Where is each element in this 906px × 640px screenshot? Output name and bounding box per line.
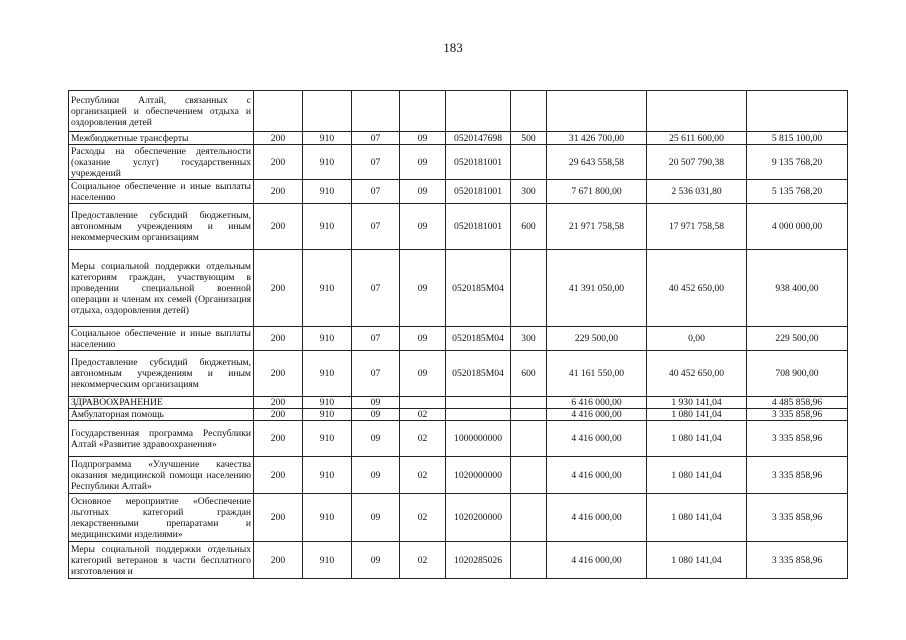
row-code-section: 09 [352,494,400,542]
row-code-subsection: 02 [400,457,446,494]
table-row [69,132,848,145]
table-row [69,409,848,421]
table-row [69,421,848,457]
row-amount-1: 229 500,00 [547,327,647,351]
row-code-section: 07 [352,145,400,180]
row-code-target: 1020285026 [446,542,511,579]
row-amount-1: 4 416 000,00 [547,421,647,457]
row-code-target: 0520181001 [446,204,511,250]
row-code-admin: 200 [254,180,303,204]
row-code-ministry: 910 [303,409,352,421]
row-code-type [511,457,547,494]
table-row [69,145,848,180]
row-code-section: 07 [352,327,400,351]
row-amount-3: 4 485 858,96 [747,397,848,409]
table-row [69,91,848,132]
row-amount-2: 1 080 141,04 [647,421,747,457]
row-code-target: 0520181001 [446,145,511,180]
row-code-target [446,397,511,409]
row-code-ministry: 910 [303,204,352,250]
row-code-subsection: 09 [400,204,446,250]
table-row [69,457,848,494]
row-code-admin [254,91,303,132]
row-amount-1: 4 416 000,00 [547,457,647,494]
row-code-section: 07 [352,204,400,250]
row-code-ministry: 910 [303,180,352,204]
row-code-subsection: 09 [400,250,446,327]
budget-table [68,90,848,579]
row-name: Меры социальной поддержки отдельным категориям граждан, участвующим в проведении специальной военной операции и членам их семей (Организация отдыха, оздоровления детей) [69,250,254,327]
row-name: Предоставление субсидий бюджетным, автономным учреждениям и иным некоммерческим организациям [69,204,254,250]
row-code-target: 1000000000 [446,421,511,457]
row-amount-1: 29 643 558,58 [547,145,647,180]
row-code-target: 1020000000 [446,457,511,494]
row-amount-3: 9 135 768,20 [747,145,848,180]
row-code-section: 09 [352,542,400,579]
row-name: Социальное обеспечение и иные выплаты населению [69,180,254,204]
row-name: Подпрограмма «Улучшение качества оказания медицинской помощи населению Республики Алтай» [69,457,254,494]
row-code-target [446,409,511,421]
row-code-section: 07 [352,351,400,397]
row-code-ministry: 910 [303,351,352,397]
row-name: Меры социальной поддержки отдельных категорий ветеранов в части бесплатного изготовления и [69,542,254,579]
row-amount-1: 4 416 000,00 [547,542,647,579]
table-row [69,204,848,250]
row-code-type: 300 [511,180,547,204]
row-code-section: 09 [352,397,400,409]
row-code-target: 1020200000 [446,494,511,542]
row-amount-2: 40 452 650,00 [647,351,747,397]
row-amount-2: 1 080 141,04 [647,494,747,542]
row-code-admin: 200 [254,204,303,250]
row-code-admin: 200 [254,397,303,409]
row-code-subsection: 02 [400,494,446,542]
row-code-section: 07 [352,250,400,327]
row-code-section: 09 [352,409,400,421]
row-amount-3: 229 500,00 [747,327,848,351]
row-code-type: 500 [511,132,547,145]
table-row [69,351,848,397]
row-amount-3 [747,91,848,132]
row-amount-1: 21 971 758,58 [547,204,647,250]
row-amount-3: 3 335 858,96 [747,409,848,421]
row-name: Амбулаторная помощь [69,409,254,421]
row-code-admin: 200 [254,132,303,145]
row-amount-3: 3 335 858,96 [747,421,848,457]
row-code-admin: 200 [254,250,303,327]
table-row [69,397,848,409]
row-amount-2: 1 080 141,04 [647,409,747,421]
row-code-type [511,250,547,327]
row-code-type: 300 [511,327,547,351]
row-amount-1: 31 426 700,00 [547,132,647,145]
row-code-ministry: 910 [303,250,352,327]
row-code-subsection: 02 [400,409,446,421]
row-amount-3: 5 135 768,20 [747,180,848,204]
row-code-subsection: 09 [400,180,446,204]
row-code-ministry: 910 [303,132,352,145]
row-code-type [511,494,547,542]
row-code-admin: 200 [254,145,303,180]
row-code-target: 0520185M04 [446,327,511,351]
row-code-admin: 200 [254,421,303,457]
row-amount-3: 5 815 100,00 [747,132,848,145]
row-amount-1: 41 161 550,00 [547,351,647,397]
row-amount-2: 17 971 758,58 [647,204,747,250]
row-name: Расходы на обеспечение деятельности (оказание услуг) государственных учреждений [69,145,254,180]
row-amount-1: 4 416 000,00 [547,409,647,421]
row-code-ministry: 910 [303,421,352,457]
row-code-type: 600 [511,351,547,397]
row-amount-2: 1 930 141,04 [647,397,747,409]
row-code-ministry: 910 [303,397,352,409]
row-amount-2: 25 611 600,00 [647,132,747,145]
row-code-target: 0520185M04 [446,250,511,327]
row-code-target: 0520147698 [446,132,511,145]
row-amount-1: 4 416 000,00 [547,494,647,542]
row-name: Государственная программа Республики Алтай «Развитие здравоохранения» [69,421,254,457]
row-code-type [511,91,547,132]
row-code-subsection: 02 [400,542,446,579]
table-row [69,542,848,579]
row-code-type [511,145,547,180]
row-code-type: 600 [511,204,547,250]
table-row [69,250,848,327]
row-amount-2: 2 536 031,80 [647,180,747,204]
row-amount-3: 708 900,00 [747,351,848,397]
row-code-ministry [303,91,352,132]
row-amount-1: 6 416 000,00 [547,397,647,409]
row-amount-3: 3 335 858,96 [747,542,848,579]
row-name: ЗДРАВООХРАНЕНИЕ [69,397,254,409]
row-code-section: 07 [352,180,400,204]
row-code-section: 09 [352,421,400,457]
row-amount-2: 1 080 141,04 [647,457,747,494]
row-amount-3: 3 335 858,96 [747,457,848,494]
row-code-type [511,421,547,457]
row-code-target: 0520185M04 [446,351,511,397]
row-code-ministry: 910 [303,494,352,542]
row-amount-1: 41 391 050,00 [547,250,647,327]
row-code-section [352,91,400,132]
row-code-admin: 200 [254,494,303,542]
row-code-ministry: 910 [303,542,352,579]
row-code-ministry: 910 [303,145,352,180]
table-row [69,327,848,351]
row-amount-1: 7 671 800,00 [547,180,647,204]
row-amount-3: 938 400,00 [747,250,848,327]
row-code-ministry: 910 [303,457,352,494]
row-code-admin: 200 [254,457,303,494]
row-code-admin: 200 [254,327,303,351]
row-code-section: 09 [352,457,400,494]
row-code-type [511,409,547,421]
row-code-subsection [400,397,446,409]
row-name: Основное мероприятие «Обеспечение льготных категорий граждан лекарственными препаратами и медицинскими изделиями» [69,494,254,542]
row-name: Предоставление субсидий бюджетным, автономным учреждениям и иным некоммерческим организациям [69,351,254,397]
row-amount-2 [647,91,747,132]
row-amount-2: 40 452 650,00 [647,250,747,327]
row-code-target [446,91,511,132]
row-code-admin: 200 [254,542,303,579]
row-amount-2: 0,00 [647,327,747,351]
row-amount-2: 1 080 141,04 [647,542,747,579]
row-code-section: 07 [352,132,400,145]
row-code-ministry: 910 [303,327,352,351]
row-code-subsection: 09 [400,132,446,145]
table-row [69,494,848,542]
table-row [69,180,848,204]
row-code-subsection [400,91,446,132]
row-amount-1 [547,91,647,132]
row-amount-3: 4 000 000,00 [747,204,848,250]
row-code-type [511,397,547,409]
page-number: 183 [443,40,463,55]
row-code-admin: 200 [254,351,303,397]
row-code-subsection: 02 [400,421,446,457]
row-amount-2: 20 507 790,38 [647,145,747,180]
row-amount-3: 3 335 858,96 [747,494,848,542]
row-code-subsection: 09 [400,351,446,397]
row-name: Республики Алтай, связанных с организацией и обеспечением отдыха и оздоровления детей [69,91,254,132]
row-code-admin: 200 [254,409,303,421]
row-code-target: 0520181001 [446,180,511,204]
row-code-subsection: 09 [400,327,446,351]
row-name: Межбюджетные трансферты [69,132,254,145]
row-name: Социальное обеспечение и иные выплаты населению [69,327,254,351]
row-code-type [511,542,547,579]
row-code-subsection: 09 [400,145,446,180]
